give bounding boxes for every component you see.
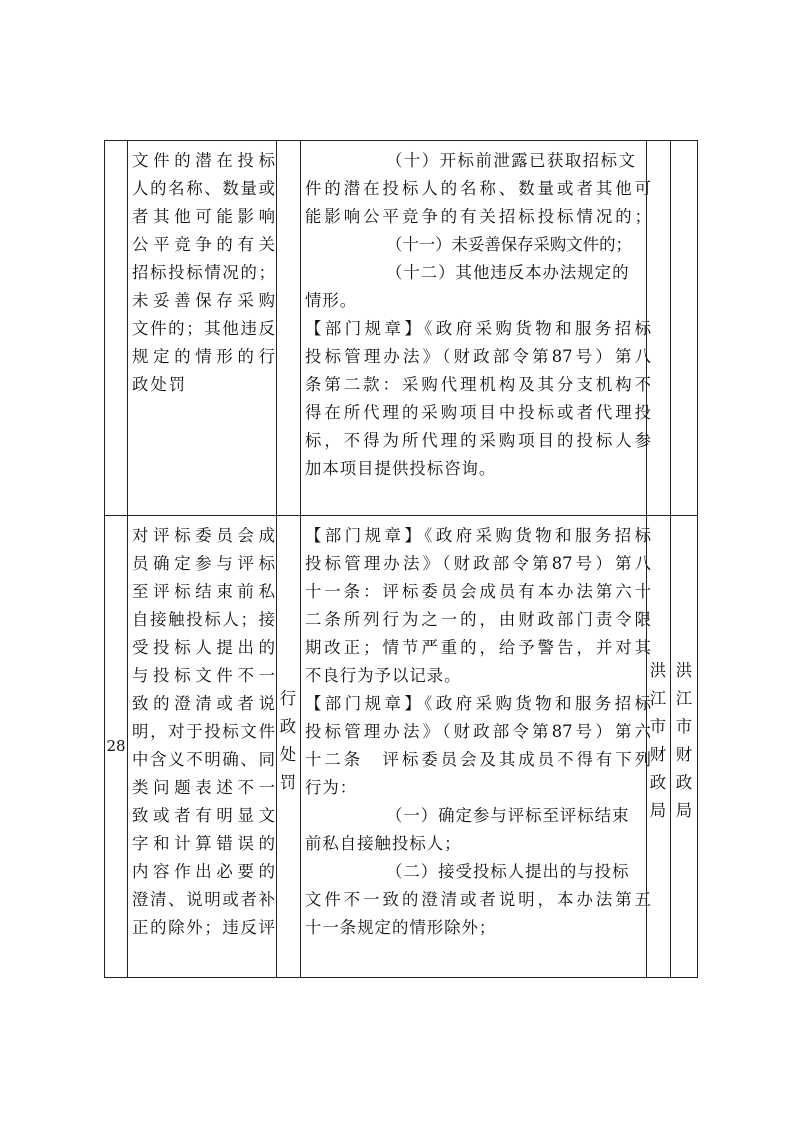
basis-line: 投标管理办法》（财政部令第87号）第六 (305, 722, 651, 741)
penalty-type-char: 政 (279, 717, 297, 736)
item-line: 自接触投标人；接 (132, 610, 275, 629)
penalty-type-cell (277, 688, 299, 800)
basis-line: 文件不一致的澄清或者说明，本办法第五 (305, 890, 651, 909)
item-line: 员确定参与评标 (132, 554, 275, 573)
dept-char: 政 (675, 773, 693, 792)
basis-line: 投标管理办法》（财政部令第87号）第八 (305, 554, 651, 573)
basis-line: 【部门规章】《政府采购货物和服务招标 (305, 526, 651, 545)
item-line: 受投标人提出的 (132, 638, 275, 657)
basis-line: 加本项目提供投标咨询。 (305, 459, 497, 478)
item-line: 致或者有明显文 (132, 806, 275, 825)
basis-line: （十二）其他违反本办法规定的 (386, 263, 630, 282)
item-line: 致的澄清或者说 (132, 694, 275, 713)
item-line: 政处罚 (132, 375, 188, 394)
item-line: 类问题表述不一 (132, 778, 275, 797)
basis-line: 期改正；情节严重的，给予警告，并对其 (305, 638, 651, 657)
basis-line: 不良行为予以记录。 (305, 666, 462, 685)
item-line: 招标投标情况的； (132, 263, 275, 282)
basis-line: 二条所列行为之一的，由财政部门责令限 (305, 610, 651, 629)
grid-line (104, 140, 105, 978)
dept-cell-2 (673, 660, 695, 828)
row-number: 28 (106, 737, 126, 755)
item-line: 中含义不明确、同 (132, 750, 275, 769)
dept-char: 江 (675, 689, 693, 708)
basis-line: 十二条 评标委员会及其成员不得有下列 (305, 750, 651, 769)
item-line: 公平竞争的有关 (132, 235, 275, 254)
grid-line (127, 140, 128, 978)
item-line: 者其他可能影响 (132, 207, 275, 226)
basis-line: 十一条：评标委员会成员有本办法第六十 (305, 582, 651, 601)
item-line: 未妥善保存采购 (132, 291, 275, 310)
basis-line: 件的潜在投标人的名称、数量或者其他可 (305, 179, 651, 198)
dept-char: 局 (649, 801, 667, 820)
item-line: 正的除外；违反评 (132, 918, 275, 937)
grid-line (104, 977, 698, 978)
dept-char: 江 (649, 689, 667, 708)
penalty-type-char: 行 (279, 689, 297, 708)
basis-line: （二）接受投标人提出的与投标 (386, 862, 630, 881)
basis-line: 情形。 (305, 291, 358, 310)
dept-cell-1 (647, 660, 669, 828)
dept-char: 财 (675, 745, 693, 764)
basis-line: 标，不得为所代理的采购项目的投标人参 (305, 431, 651, 450)
grid-line (276, 140, 277, 978)
dept-char: 洪 (675, 661, 693, 680)
basis-line: 条第二款：采购代理机构及其分支机构不 (305, 375, 651, 394)
grid-line (104, 140, 698, 141)
item-line: 与投标文件不一 (132, 666, 275, 685)
basis-line: 投标管理办法》（财政部令第87号）第八 (305, 347, 651, 366)
dept-char: 市 (675, 717, 693, 736)
basis-line: 能影响公平竞争的有关招标投标情况的； (305, 207, 651, 226)
basis-line: （一）确定参与评标至评标结束 (386, 806, 630, 825)
basis-line: 【部门规章】《政府采购货物和服务招标 (305, 694, 651, 713)
dept-char: 局 (675, 801, 693, 820)
grid-line (670, 140, 671, 978)
grid-line (300, 140, 301, 978)
basis-line: 十一条规定的情形除外； (305, 918, 497, 937)
grid-line (104, 515, 698, 516)
basis-line: 【部门规章】《政府采购货物和服务招标 (305, 319, 651, 338)
penalty-type-char: 罚 (279, 773, 297, 792)
item-line: 内容作出必要的 (132, 862, 275, 881)
item-line: 规定的情形的行 (132, 347, 275, 366)
basis-line: 得在所代理的采购项目中投标或者代理投 (305, 403, 651, 422)
item-line: 澄清、说明或者补 (132, 890, 275, 909)
basis-line: 行为： (305, 778, 358, 797)
penalty-type-char: 处 (279, 745, 297, 764)
item-line: 对评标委员会成 (132, 526, 275, 545)
dept-char: 市 (649, 717, 667, 736)
item-line: 字和计算错误的 (132, 834, 275, 853)
item-line: 文件的；其他违反 (132, 319, 275, 338)
item-line: 人的名称、数量或 (132, 179, 275, 198)
item-line: 明，对于投标文件 (132, 722, 275, 741)
item-line: 文件的潜在投标 (132, 151, 275, 170)
grid-line (697, 140, 698, 978)
dept-char: 政 (649, 773, 667, 792)
basis-line: （十）开标前泄露已获取招标文 (386, 151, 637, 170)
dept-char: 洪 (649, 661, 667, 680)
basis-line: 前私自接触投标人； (305, 834, 462, 853)
basis-line: （十一）未妥善保存采购文件的； (386, 235, 632, 254)
item-line: 至评标结束前私 (132, 582, 275, 601)
dept-char: 财 (649, 745, 667, 764)
